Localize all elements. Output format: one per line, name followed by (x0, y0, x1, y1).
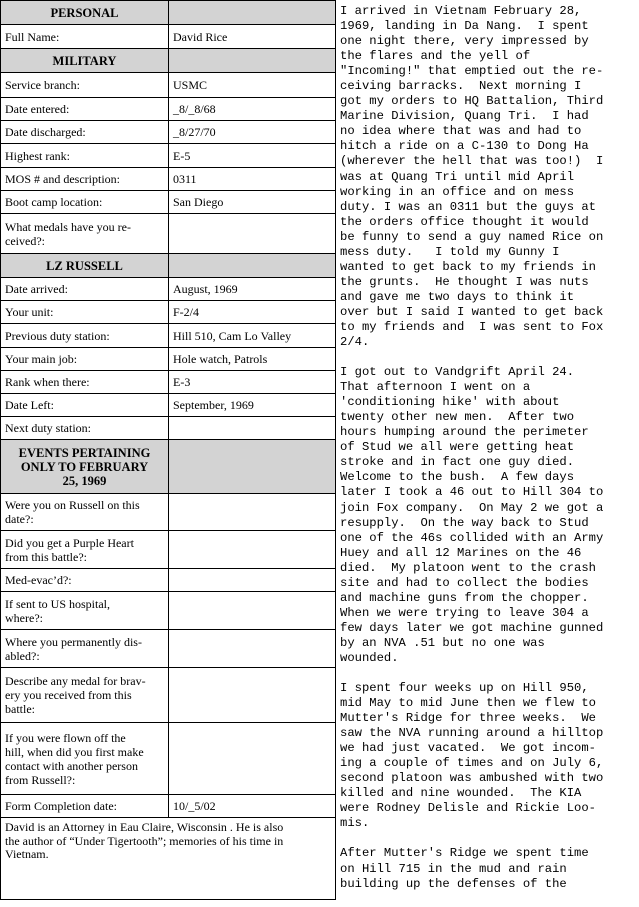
narrative-paragraph: After Mutter's Ridge we spent time on Hill 715 in the mud and rain building up the defenses of the (340, 846, 589, 891)
form-row-your-unit (1, 301, 336, 324)
form-row-note (1, 818, 336, 900)
full-name-label: Full Name: (1, 25, 169, 49)
form-row-med-evac (1, 569, 336, 592)
bravery-medal-value (169, 668, 336, 723)
mos-label: MOS # and description: (1, 168, 169, 191)
us-hospital-label: If sent to US hospital, where?: (1, 592, 169, 630)
your-unit-label: Your unit: (1, 301, 169, 324)
boot-camp-label: Boot camp location: (1, 191, 169, 214)
form-row-main-job (1, 348, 336, 371)
mos-value: 0311 (169, 168, 336, 191)
author-note: David is an Attorney in Eau Claire, Wisconsin . He is also the author of “Under Tigertooth”; memories of his time in Vietnam. (1, 818, 336, 900)
purple-heart-label: Did you get a Purple Heart from this battle?: (1, 531, 169, 569)
rank-when-there-label: Rank when there: (1, 371, 169, 394)
section-header-events (1, 440, 336, 494)
form-row-bravery-medal (1, 668, 336, 723)
form-row-date-discharged (1, 121, 336, 144)
narrative-text (340, 4, 638, 907)
bravery-medal-label: Describe any medal for brav- ery you received from this battle: (1, 668, 169, 723)
form-row-us-hospital (1, 592, 336, 630)
on-russell-label: Were you on Russell on this date?: (1, 494, 169, 531)
form-row-on-russell (1, 494, 336, 531)
completion-date-value: 10/_5/02 (169, 795, 336, 818)
form-row-date-entered (1, 98, 336, 121)
section-header-lz-russell (1, 254, 336, 278)
date-entered-label: Date entered: (1, 98, 169, 121)
medals-label: What medals have you re- ceived?: (1, 214, 169, 254)
service-branch-value: USMC (169, 73, 336, 98)
rank-when-there-value: E-3 (169, 371, 336, 394)
us-hospital-value (169, 592, 336, 630)
form-row-boot-camp (1, 191, 336, 214)
next-duty-label: Next duty station: (1, 417, 169, 440)
form-row-date-left (1, 394, 336, 417)
form-row-service-branch (1, 73, 336, 98)
medals-value (169, 214, 336, 254)
on-russell-value (169, 494, 336, 531)
form-row-next-duty (1, 417, 336, 440)
form-row-date-arrived (1, 278, 336, 301)
lz-russell-header: LZ RUSSELL (1, 254, 169, 278)
narrative-paragraph: I spent four weeks up on Hill 950, mid May to mid June then we flew to Mutter's Ridge for three weeks. We saw the NVA running around a hilltop we had just vacated. We got incom- ing a couple of times and on July 6, second platoon was ambushed with two killed and nine wounded. The KIA were Rodney Delisle and Rickie Loo- mis. (340, 681, 604, 831)
highest-rank-value: E-5 (169, 144, 336, 168)
narrative-paragraph: I got out to Vandgrift April 24. That afternoon I went on a 'conditioning hike' with about twenty other new men. After two hours humping around the perimeter of Stud we all were getting heat stroke and in fact one guy died. Welcome to the bush. A few days later I took a 46 out to Hill 304 to join Fox company. On May 2 we got a resupply. On the way back to Stud one of the 46s collided with an Army Huey and all 12 Marines on the 46 died. My platoon went to the crash site and had to collect the bodies and machine guns from the chopper. When we were trying to leave 304 a few days later we got machine gunned by an NVA .51 but no one was wounded. (340, 365, 604, 665)
date-entered-value: _8/_8/68 (169, 98, 336, 121)
section-header-personal (1, 1, 336, 25)
main-job-value: Hole watch, Patrols (169, 348, 336, 371)
personal-header: PERSONAL (1, 1, 169, 25)
events-header: EVENTS PERTAINING ONLY TO FEBRUARY 25, 1969 (1, 440, 169, 494)
next-duty-value (169, 417, 336, 440)
date-arrived-value: August, 1969 (169, 278, 336, 301)
boot-camp-value: San Diego (169, 191, 336, 214)
form-row-purple-heart (1, 531, 336, 569)
form-row-full-name (1, 25, 336, 49)
disabled-value (169, 630, 336, 668)
full-name-value: David Rice (169, 25, 336, 49)
med-evac-value (169, 569, 336, 592)
form-row-disabled (1, 630, 336, 668)
section-header-military (1, 49, 336, 73)
date-discharged-value: _8/27/70 (169, 121, 336, 144)
completion-date-label: Form Completion date: (1, 795, 169, 818)
disabled-label: Where you permanently dis- abled?: (1, 630, 169, 668)
form-row-rank-when-there (1, 371, 336, 394)
form-row-flown-off (1, 723, 336, 795)
date-arrived-label: Date arrived: (1, 278, 169, 301)
form-row-completion-date (1, 795, 336, 818)
form-row-medals (1, 214, 336, 254)
form-row-highest-rank (1, 144, 336, 168)
date-left-value: September, 1969 (169, 394, 336, 417)
main-job-label: Your main job: (1, 348, 169, 371)
date-discharged-label: Date discharged: (1, 121, 169, 144)
med-evac-label: Med-evac’d?: (1, 569, 169, 592)
your-unit-value: F-2/4 (169, 301, 336, 324)
purple-heart-value (169, 531, 336, 569)
flown-off-label: If you were flown off the hill, when did you first make contact with another person from Russell?: (1, 723, 169, 795)
form-row-mos (1, 168, 336, 191)
narrative-paragraph: I arrived in Vietnam February 28, 1969, landing in Da Nang. I spent one night there, very impressed by the flares and the yell of "Incoming!" that emptied out the re- ceiving barracks. Next morning I got my orders to HQ Battalion, Third Marine Division, Quang Tri. I had no idea where that was and had to hitch a ride on a C-130 to Dong Ha (wherever the hell that was too!) I was at Quang Tri until mid April working in an office and on mess duty. I was an 0311 but the guys at the orders office thought it would be funny to send a guy named Rice on mess duty. I told my Gunny I wanted to get back to my friends in the grunts. He thought I was nuts and gave me two days to think it over but I said I wanted to get back to my friends and I was sent to Fox 2/4. (340, 4, 604, 350)
flown-off-value (169, 723, 336, 795)
military-header: MILITARY (1, 49, 169, 73)
previous-duty-value: Hill 510, Cam Lo Valley (169, 324, 336, 348)
form-row-previous-duty (1, 324, 336, 348)
highest-rank-label: Highest rank: (1, 144, 169, 168)
date-left-label: Date Left: (1, 394, 169, 417)
previous-duty-label: Previous duty station: (1, 324, 169, 348)
service-branch-label: Service branch: (1, 73, 169, 98)
